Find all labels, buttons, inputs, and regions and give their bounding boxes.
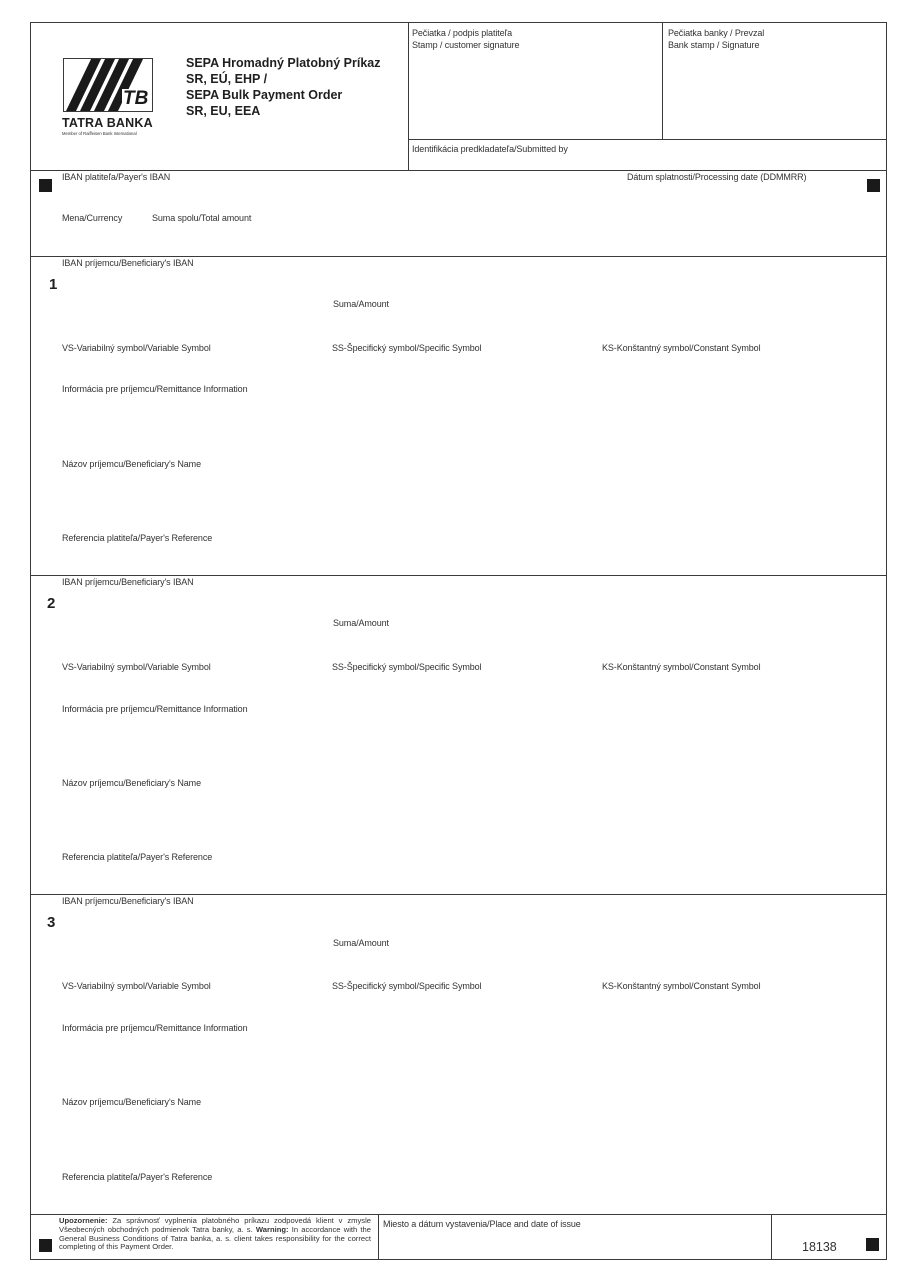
constant-symbol-label: KS-Konštantný symbol/Constant Symbol	[602, 343, 761, 353]
amount-label: Suma/Amount	[333, 299, 389, 309]
amount-field[interactable]	[331, 949, 631, 975]
variable-symbol-field[interactable]	[61, 354, 321, 378]
total-amount-label: Suma spolu/Total amount	[152, 213, 252, 223]
amount-field[interactable]	[331, 629, 631, 655]
submitted-by-line	[408, 139, 886, 140]
place-date-label: Miesto a dátum vystavenia/Place and date of issue	[383, 1219, 581, 1229]
stamp-label-sk: Pečiatka / podpis platiteľa	[412, 28, 512, 38]
beneficiary-name-label: Názov príjemcu/Beneficiary's Name	[62, 778, 201, 788]
payer-reference-field[interactable]	[61, 1183, 861, 1211]
beneficiary-iban-field[interactable]	[61, 270, 621, 294]
total-amount-field[interactable]	[151, 225, 451, 253]
specific-symbol-label: SS-Špecifický symbol/Specific Symbol	[332, 981, 482, 991]
specific-symbol-field[interactable]	[331, 992, 591, 1016]
payer-reference-label: Referencia platiteľa/Payer's Reference	[62, 852, 213, 862]
place-date-field[interactable]	[381, 1231, 767, 1259]
bank-stamp-area	[664, 53, 886, 138]
remittance-info-field[interactable]	[61, 715, 861, 771]
logo-mark: TB	[123, 88, 149, 109]
payment-order-form	[30, 22, 887, 1260]
variable-symbol-field[interactable]	[61, 992, 321, 1016]
payment-block-2	[31, 576, 886, 894]
beneficiary-iban-label: IBAN príjemcu/Beneficiary's IBAN	[62, 577, 194, 587]
warning-sk-text: Za správnosť vyplnenia platobného príkazu zodpovedá klient v zmysle Všeobecných obchodných podmienok Tatra banky, a. s.	[59, 1216, 371, 1234]
payer-reference-label: Referencia platiteľa/Payer's Reference	[62, 1172, 213, 1182]
payment-block-1	[31, 257, 886, 575]
constant-symbol-label: KS-Konštantný symbol/Constant Symbol	[602, 662, 761, 672]
payer-reference-field[interactable]	[61, 863, 861, 891]
customer-stamp-area[interactable]	[409, 53, 661, 138]
title-line: SEPA Bulk Payment Order	[186, 88, 343, 102]
constant-symbol-field[interactable]	[601, 673, 861, 697]
logo-subtext: Member of Raiffeisen Bank International	[62, 131, 137, 136]
specific-symbol-label: SS-Špecifický symbol/Specific Symbol	[332, 662, 482, 672]
payment-3-bottom-line	[31, 1214, 886, 1215]
variable-symbol-label: VS-Variabilný symbol/Variable Symbol	[62, 343, 211, 353]
payer-iban-label: IBAN platiteľa/Payer's IBAN	[62, 172, 171, 182]
warning-text	[59, 1217, 371, 1252]
constant-symbol-label: KS-Konštantný symbol/Constant Symbol	[602, 981, 761, 991]
specific-symbol-field[interactable]	[331, 354, 591, 378]
amount-label: Suma/Amount	[333, 938, 389, 948]
submitted-by-field[interactable]	[409, 153, 886, 169]
beneficiary-name-label: Názov príjemcu/Beneficiary's Name	[62, 1097, 201, 1107]
payer-reference-label: Referencia platiteľa/Payer's Reference	[62, 533, 213, 543]
title-line: SEPA Hromadný Platobný Príkaz	[186, 56, 381, 70]
header-divider-2	[662, 23, 663, 139]
stamp-label-en: Stamp / customer signature	[412, 40, 520, 50]
specific-symbol-label: SS-Špecifický symbol/Specific Symbol	[332, 343, 482, 353]
footer-divider-1	[378, 1214, 379, 1260]
variable-symbol-label: VS-Variabilný symbol/Variable Symbol	[62, 662, 211, 672]
specific-symbol-field[interactable]	[331, 673, 591, 697]
beneficiary-name-label: Názov príjemcu/Beneficiary's Name	[62, 459, 201, 469]
payer-reference-field[interactable]	[61, 544, 861, 572]
header-bottom-line	[31, 170, 886, 171]
submitted-by-label: Identifikácia predkladateľa/Submitted by	[412, 144, 568, 154]
remittance-info-label: Informácia pre príjemcu/Remittance Information	[62, 1023, 248, 1033]
beneficiary-iban-label: IBAN príjemcu/Beneficiary's IBAN	[62, 896, 194, 906]
beneficiary-name-field[interactable]	[61, 470, 861, 526]
payment-number: 2	[47, 595, 56, 612]
constant-symbol-field[interactable]	[601, 354, 861, 378]
beneficiary-iban-field[interactable]	[61, 589, 621, 613]
bank-stamp-label-en: Bank stamp / Signature	[668, 40, 760, 50]
warning-en-title: Warning:	[255, 1224, 289, 1234]
processing-date-label: Dátum splatnosti/Processing date (DDMMRR)	[627, 172, 807, 182]
form-title	[186, 55, 381, 119]
payment-number: 1	[49, 276, 58, 293]
beneficiary-iban-field[interactable]	[61, 908, 621, 932]
bank-stamp-label-sk: Pečiatka banky / Prevzal	[668, 28, 765, 38]
processing-date-field[interactable]	[627, 183, 827, 207]
beneficiary-name-field[interactable]	[61, 789, 861, 845]
variable-symbol-label: VS-Variabilný symbol/Variable Symbol	[62, 981, 211, 991]
amount-label: Suma/Amount	[333, 618, 389, 628]
title-line: SR, EU, EEA	[186, 104, 261, 118]
marker-square-bottom-left	[39, 1239, 52, 1252]
remittance-info-field[interactable]	[61, 395, 861, 451]
beneficiary-name-field[interactable]	[61, 1108, 861, 1164]
beneficiary-iban-label: IBAN príjemcu/Beneficiary's IBAN	[62, 258, 194, 268]
amount-field[interactable]	[331, 310, 631, 336]
warning-en-text: In accordance with the General Business Conditions of Tatra banka, a. s. client takes responsibility for the correct completing of this Payment Order.	[59, 1224, 371, 1252]
marker-square-bottom-right	[866, 1238, 879, 1251]
variable-symbol-field[interactable]	[61, 673, 321, 697]
tatra-banka-logo	[63, 58, 153, 112]
payment-number: 3	[47, 914, 56, 931]
warning-sk-title: Upozornenie:	[59, 1216, 108, 1225]
payer-iban-field[interactable]	[61, 183, 621, 207]
marker-square-right	[867, 179, 880, 192]
title-line: SR, EÚ, EHP /	[186, 72, 268, 86]
remittance-info-field[interactable]	[61, 1034, 861, 1090]
form-number: 18138	[802, 1240, 837, 1254]
footer-divider-2	[771, 1214, 772, 1260]
logo-text: TATRA BANKA	[62, 116, 153, 130]
remittance-info-label: Informácia pre príjemcu/Remittance Information	[62, 704, 248, 714]
currency-label: Mena/Currency	[62, 213, 123, 223]
remittance-info-label: Informácia pre príjemcu/Remittance Information	[62, 384, 248, 394]
payment-block-3	[31, 895, 886, 1213]
constant-symbol-field[interactable]	[601, 992, 861, 1016]
currency-field[interactable]	[61, 225, 141, 253]
marker-square-left	[39, 179, 52, 192]
